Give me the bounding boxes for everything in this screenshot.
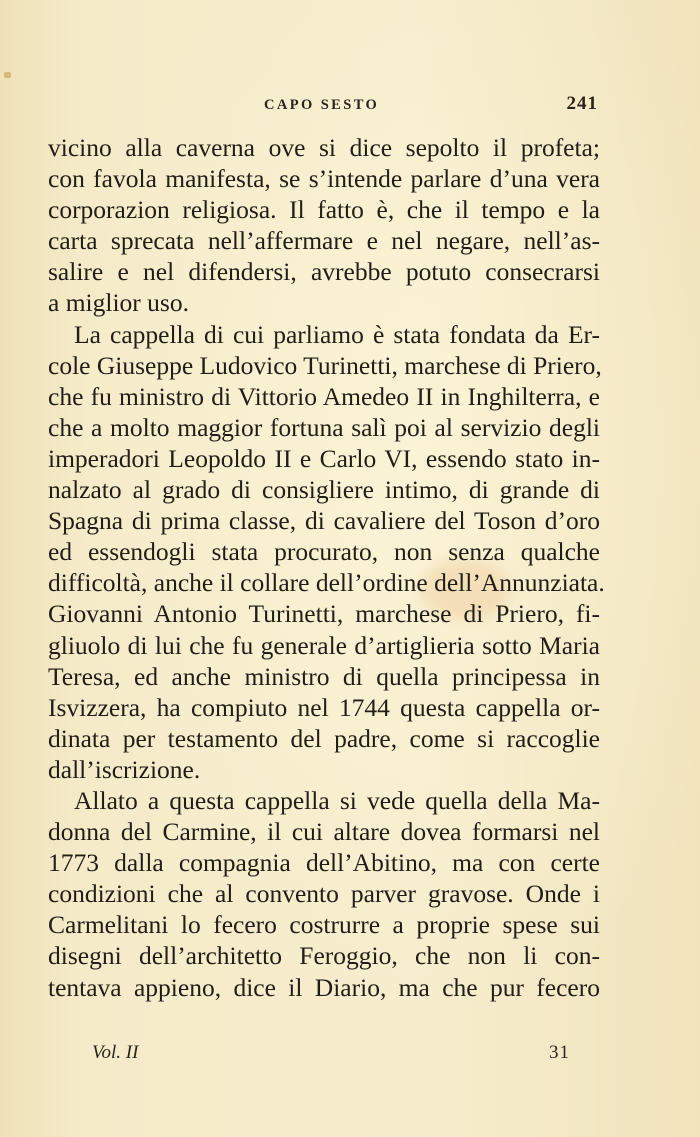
text-line: dall’iscrizione. <box>48 754 201 784</box>
text-line: condizioni che al convento parver gravose. Onde i <box>48 879 600 909</box>
text-line: carta sprecata nell’affermare e nel negare, nell’as- <box>48 226 600 256</box>
text-line: Spagna di prima classe, di cavaliere del Toson d’oro <box>48 506 600 536</box>
text-line: Giovanni Antonio Turinetti, marchese di Priero, fi- <box>48 599 600 629</box>
text-line: ed essendogli stata procurato, non senza qualche <box>48 537 600 567</box>
text-line: Isvizzera, ha compiuto nel 1744 questa cappella or- <box>48 692 600 722</box>
text-line: corporazion religiosa. Il fatto è, che il tempo e la <box>48 195 600 225</box>
text-line: dinata per testamento del padre, come si raccoglie <box>48 723 600 753</box>
text-line: 1773 dalla compagnia dell’Abitino, ma con certe <box>48 848 600 878</box>
text-line: difficoltà, anche il collare dell’ordine dell’Annunziata. <box>48 568 605 598</box>
text-line: che fu ministro di Vittorio Amedeo II in Inghilterra, e <box>48 381 600 411</box>
running-head: CAPO SESTO <box>264 97 380 113</box>
text-line: vicino alla caverna ove si dice sepolto il profeta; <box>48 133 600 162</box>
text-line: a miglior uso. <box>48 288 189 318</box>
text-line: tentava appieno, dice il Diario, ma che pur fecero <box>48 972 600 1002</box>
body-text <box>48 132 605 1003</box>
page-footer <box>92 1042 570 1066</box>
text-line: Teresa, ed anche ministro di quella principessa in <box>48 661 600 691</box>
volume-label: Vol. II <box>92 1042 139 1063</box>
text-line: imperadori Leopoldo II e Carlo VI, essendo stato in- <box>48 443 600 473</box>
page-header <box>48 95 598 119</box>
text-line: cole Giuseppe Ludovico Turinetti, marchese di Priero, <box>48 350 602 380</box>
signature-mark: 31 <box>549 1042 570 1063</box>
paragraph-start: Allato a questa cappella si vede quella della Ma- <box>74 785 600 815</box>
text-line: disegni dell’architetto Feroggio, che non li con- <box>48 941 600 971</box>
text-line: Carmelitani lo fecero costrurre a proprie spese sui <box>48 910 600 940</box>
paragraph-start: La cappella di cui parliamo è stata fondata da Er- <box>74 319 600 349</box>
text-line: donna del Carmine, il cui altare dovea formarsi nel <box>48 817 600 847</box>
text-line: salire e nel difendersi, avrebbe potuto consecrarsi <box>48 257 600 287</box>
text-line: gliuolo di lui che fu generale d’artiglieria sotto Maria <box>48 630 600 660</box>
text-line: che a molto maggior fortuna salì poi al servizio degli <box>48 412 600 442</box>
page-number: 241 <box>566 93 598 114</box>
text-line: nalzato al grado di consigliere intimo, di grande di <box>48 475 600 505</box>
page-edge-stain <box>4 72 11 78</box>
text-line: con favola manifesta, se s’intende parlare d’una vera <box>48 164 600 194</box>
